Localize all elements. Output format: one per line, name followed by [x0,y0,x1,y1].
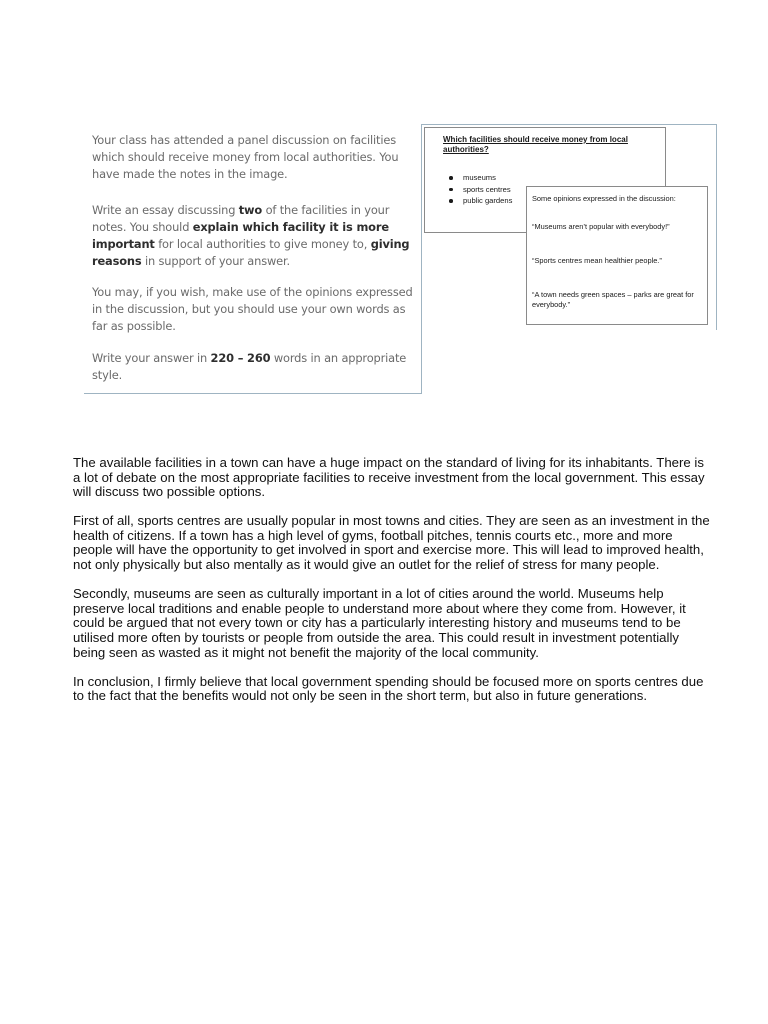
task-instructions [92,202,418,270]
task-panel [84,124,422,394]
list-item-label: sports centres [463,184,511,194]
list-item [445,172,512,184]
task-text: words in an appropriate style. [92,351,407,382]
list-item [445,184,512,196]
essay-paragraph-sports: First of all, sports centres are usually popular in most towns and cities. They are seen as an investment in the health of citizens. If a town has a high level of gyms, football pitches, tennis courts etc., more and more people will have the opportunity to get involved in sport and exercise more. This will lead to improved health, not only physically but also mentally as it would give an outlet for the relief of stress for many people. [73,513,710,573]
opinion-quote: “A town needs green spaces – parks are great for everybody.” [532,290,694,309]
essay-body [73,456,713,718]
task-emphasis: two [238,203,263,217]
bullet-icon [449,199,453,203]
task-text: Write your answer in [92,351,211,365]
task-word-count [92,350,418,384]
task-text: Write an essay discussing [92,203,239,217]
panel-right-rule [716,124,717,330]
essay-paragraph-museums: Secondly, museums are seen as culturally important in a lot of cities around the world. Museums help preserve local traditions and enable people to understand more about where they come from. However, it could be argued that not every town or city has a particularly interesting history and museums tend to be utilised more often by tourists or people from outside the area. This could result in investment potentially being seen as wasted as it might not benefit the majority of the local community. [73,586,686,660]
task-text: in support of your answer. [141,254,290,268]
task-text: of the facilities in your notes. You should [92,203,390,234]
bullet-icon [449,188,453,192]
list-item-label: museums [463,173,496,182]
notes-title: Which facilities should receive money from local authorities? [443,135,628,154]
bullet-icon [449,176,453,180]
notes-list [445,172,512,207]
list-item-label: public gardens [463,196,513,205]
panel-top-rule [422,124,716,125]
opinions-box [526,186,708,325]
task-intro: Your class has attended a panel discussion on facilities which should receive money from local authorities. You have made the notes in the image. [92,133,399,181]
list-item [445,195,512,207]
task-text: for local authorities to give money to, [154,237,371,251]
task-emphasis: 220 – 260 [210,351,271,365]
task-emphasis: explain which facility it is more important [92,220,389,251]
opinions-title: Some opinions expressed in the discussion: [532,194,676,203]
essay-paragraph-intro: The available facilities in a town can have a huge impact on the standard of living for its inhabitants. There is a lot of debate on the most appropriate facilities to receive investment from the local government. This essay will discuss two possible options. [73,455,705,500]
opinion-quote: “Museums aren’t popular with everybody!” [532,222,670,231]
essay-paragraph-conclusion: In conclusion, I firmly believe that local government spending should be focused more on sports centres due to the fact that the benefits would not only be seen in the short term, but also in future generations. [73,673,704,704]
task-opinions-note: You may, if you wish, make use of the opinions expressed in the discussion, but you should use your own words as far as possible. [92,285,413,333]
task-emphasis: giving reasons [92,237,410,268]
opinion-quote: “Sports centres mean healthier people.” [532,256,662,265]
